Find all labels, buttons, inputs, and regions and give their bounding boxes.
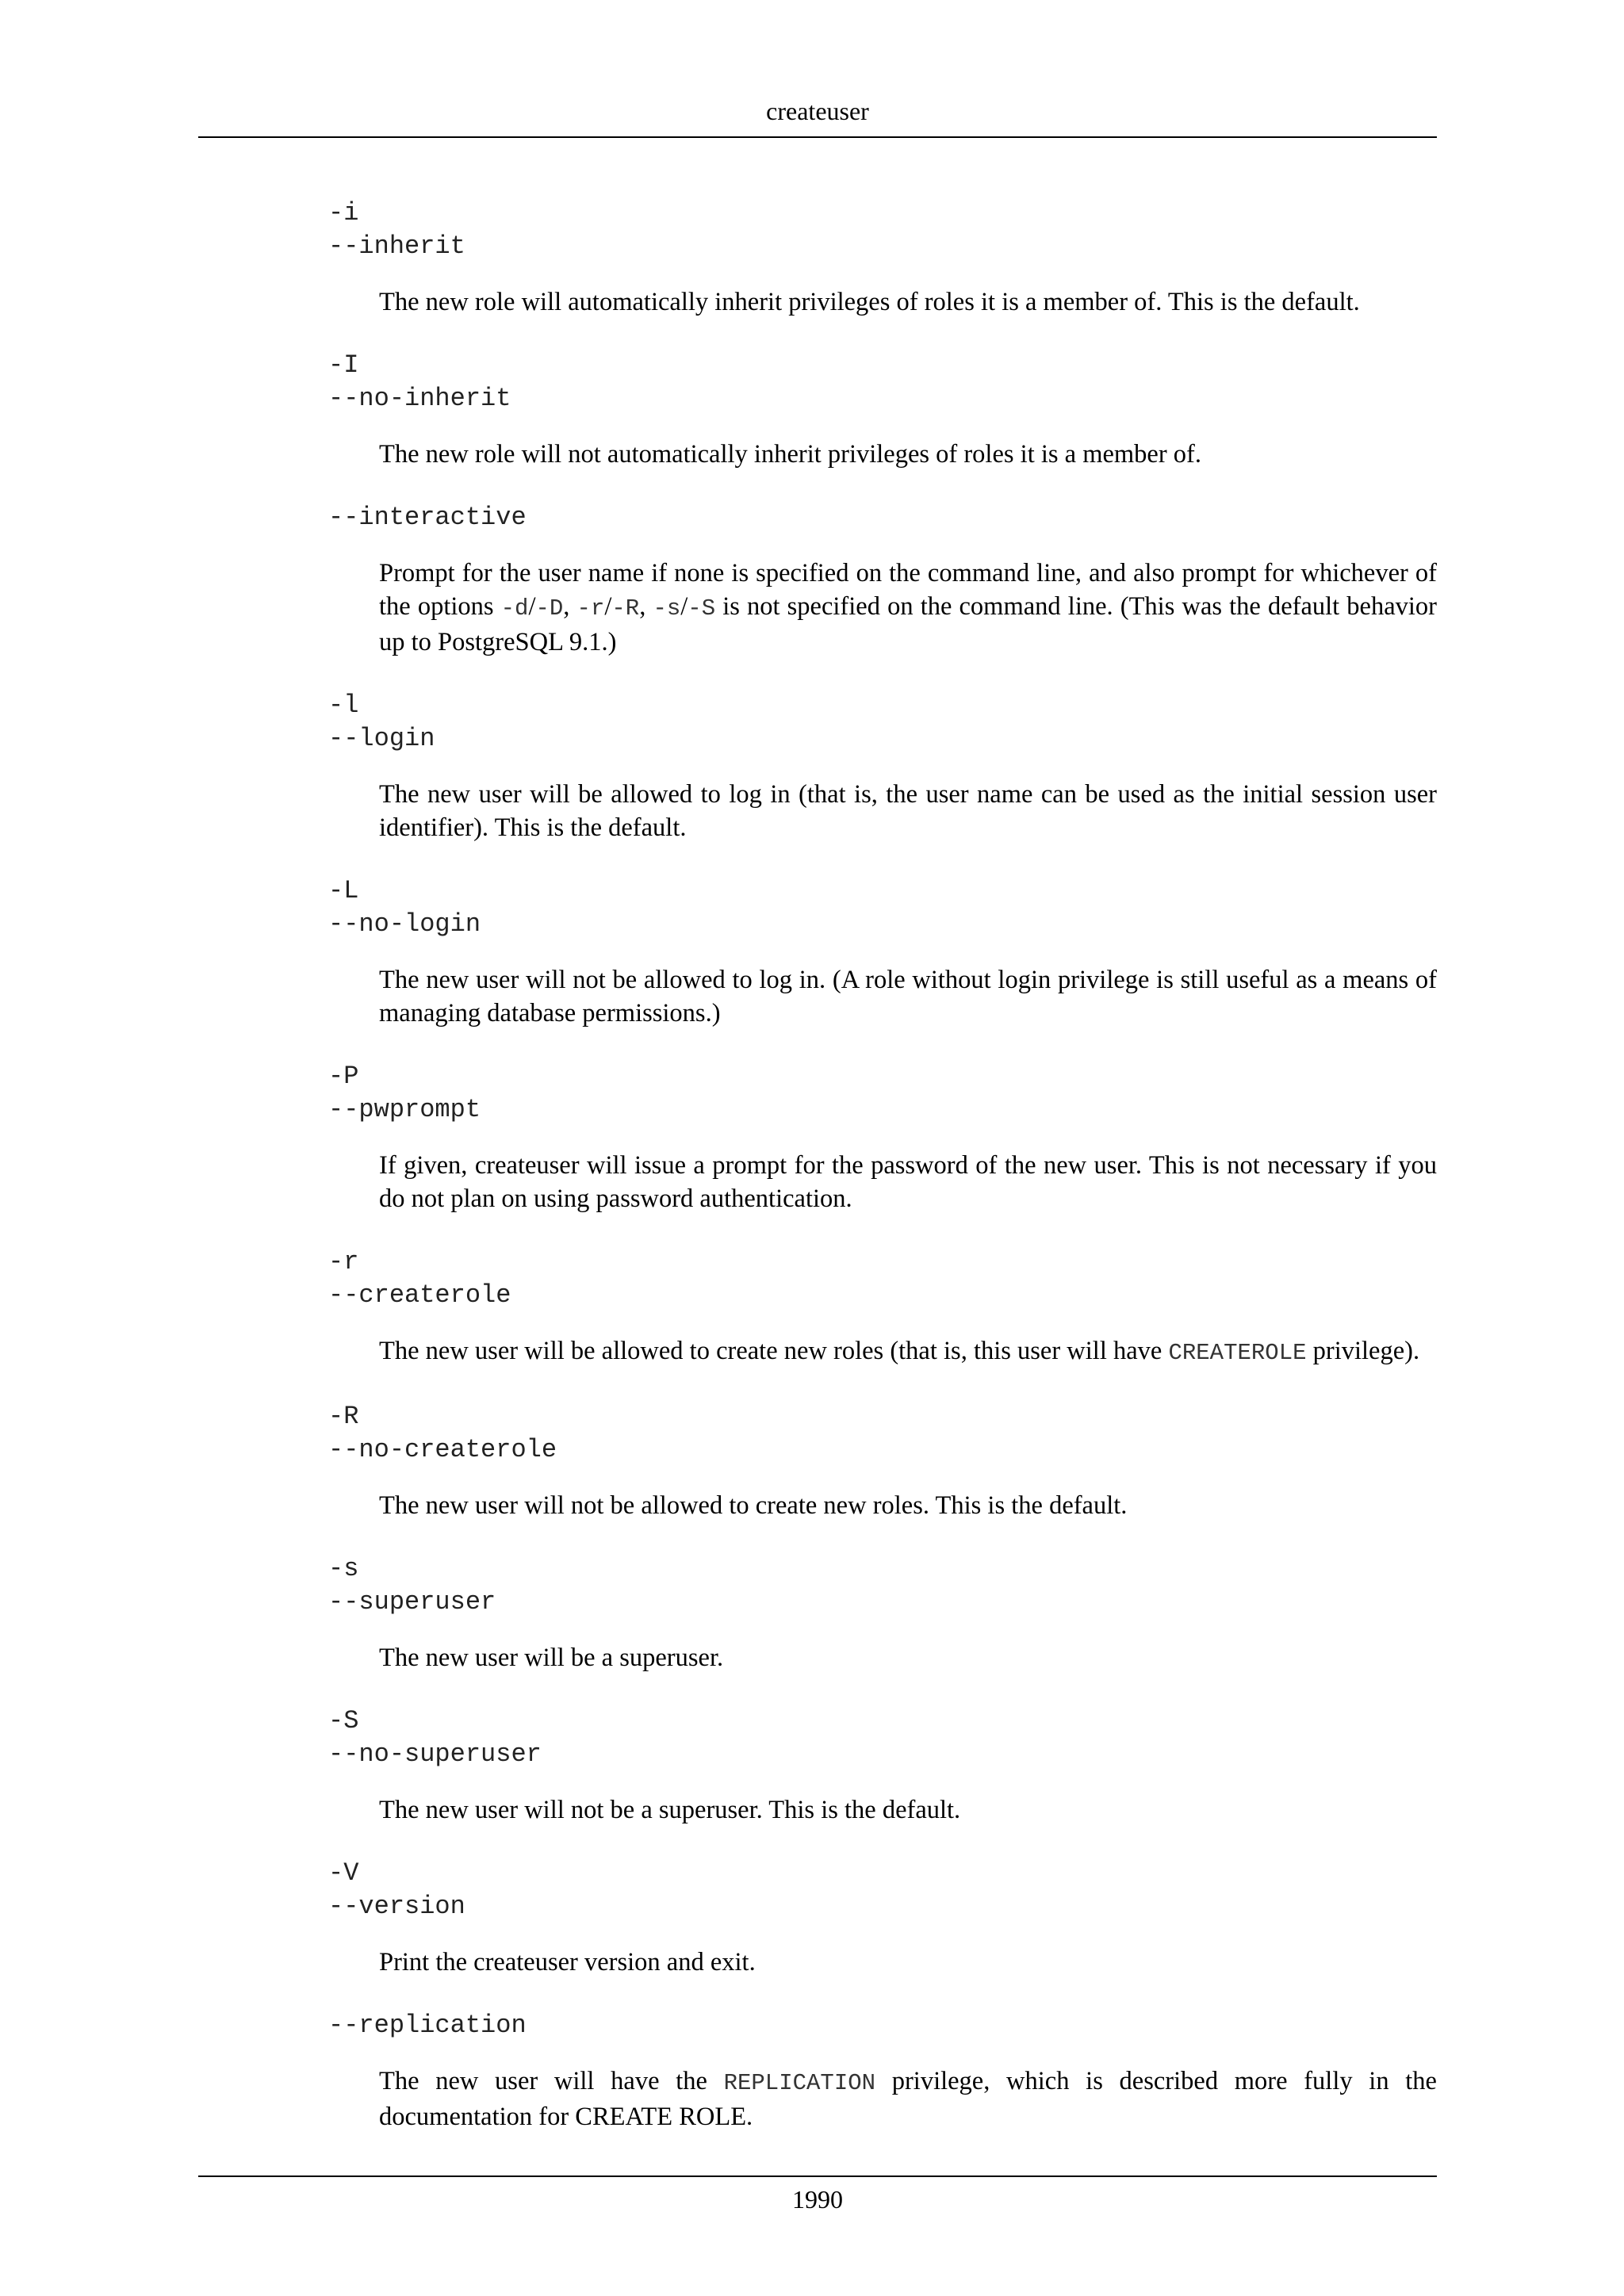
option-description [379, 1793, 1437, 1827]
option-entry [328, 2009, 1437, 2133]
option-flag: --login [328, 724, 435, 753]
description-text: Prompt for the user name if none is specified on the command line, and also prompt for whichever of the options [379, 559, 1437, 621]
option-flag: --no-superuser [328, 1739, 542, 1769]
option-flag: -r [328, 1247, 359, 1276]
option-entry [328, 349, 1437, 471]
description-text: Print the createuser version and exit. [379, 1948, 756, 1976]
option-flag: -R [328, 1402, 359, 1431]
inline-code: -S [688, 595, 716, 622]
inline-code: -r [576, 595, 605, 622]
option-entry [328, 1060, 1437, 1215]
description-text: The new user will not be allowed to create new roles. This is the default. [379, 1491, 1128, 1520]
description-text: The new user will not be a superuser. This is the default. [379, 1796, 961, 1824]
option-flag: --superuser [328, 1587, 496, 1617]
option-entry [328, 1705, 1437, 1827]
option-entry [328, 689, 1437, 844]
description-text: / [680, 592, 688, 621]
description-text: / [528, 592, 536, 621]
description-text: , [563, 592, 577, 621]
option-entry [328, 874, 1437, 1030]
option-description [379, 963, 1437, 1030]
option-flag: -L [328, 876, 359, 905]
option-flag: -S [328, 1706, 359, 1735]
option-flag: --no-login [328, 909, 481, 939]
option-flag: -P [328, 1062, 359, 1091]
option-flag: --inherit [328, 232, 465, 261]
description-text: , [639, 592, 653, 621]
option-description [379, 1489, 1437, 1522]
option-entry [328, 1857, 1437, 1979]
option-flag: --version [328, 1892, 465, 1921]
inline-code: -d [500, 595, 529, 622]
option-flag: --replication [328, 2011, 527, 2040]
option-flag: -s [328, 1554, 359, 1583]
description-text: The new user will have the [379, 2067, 724, 2095]
option-description [379, 1149, 1437, 1215]
option-description [379, 1334, 1437, 1370]
option-flag: -l [328, 691, 359, 720]
description-text: / [604, 592, 612, 621]
option-description [379, 778, 1437, 844]
footer-rule [198, 2175, 1437, 2177]
option-flag: -I [328, 350, 359, 380]
description-text: The new role will not automatically inherit privileges of roles it is a member of. [379, 440, 1202, 469]
description-text: The new role will automatically inherit privileges of roles it is a member of. This is the default. [379, 288, 1360, 316]
option-flag: --no-inherit [328, 384, 511, 413]
description-text: The new user will not be allowed to log in. (A role without login privilege is still useful as a means of managing database permissions.) [379, 966, 1437, 1027]
option-description [379, 2064, 1437, 2133]
option-description [379, 557, 1437, 659]
description-text: privilege, which is described more fully in the documentation for CREATE ROLE. [379, 2067, 1437, 2131]
description-text: If given, createuser will issue a prompt for the password of the new user. This is not necessary if you do not plan on using password authentication. [379, 1151, 1437, 1213]
inline-code: -s [653, 595, 681, 622]
running-header: createuser [766, 97, 869, 125]
page-number: 1990 [792, 2185, 843, 2214]
option-description [379, 1641, 1437, 1674]
inline-code: -R [611, 595, 640, 622]
inline-code: CREATEROLE [1168, 1340, 1307, 1366]
option-list [328, 197, 1437, 2164]
option-description [379, 1946, 1437, 1979]
description-text: The new user will be allowed to create new roles (that is, this user will have [379, 1337, 1169, 1365]
option-flag: --createrole [328, 1280, 511, 1310]
description-text: The new user will be allowed to log in (that is, the user name can be used as the initial session user identifier). This is the default. [379, 780, 1437, 842]
inline-code: -D [535, 595, 564, 622]
option-flag: -V [328, 1858, 359, 1888]
option-entry [328, 1400, 1437, 1522]
option-flag: -i [328, 198, 359, 228]
header-rule [198, 136, 1437, 138]
description-text: is not specified on the command line. (This was the default behavior up to PostgreSQL 9.1.) [379, 592, 1437, 656]
option-flag: --pwprompt [328, 1095, 481, 1124]
option-description [379, 438, 1437, 471]
option-entry [328, 197, 1437, 319]
description-text: The new user will be a superuser. [379, 1644, 724, 1672]
option-entry [328, 501, 1437, 659]
option-entry [328, 1552, 1437, 1674]
option-entry [328, 1246, 1437, 1370]
inline-code: REPLICATION [723, 2070, 876, 2096]
description-text: privilege). [1306, 1337, 1420, 1365]
option-description [379, 285, 1437, 319]
option-flag: --interactive [328, 503, 527, 532]
option-flag: --no-createrole [328, 1435, 557, 1464]
